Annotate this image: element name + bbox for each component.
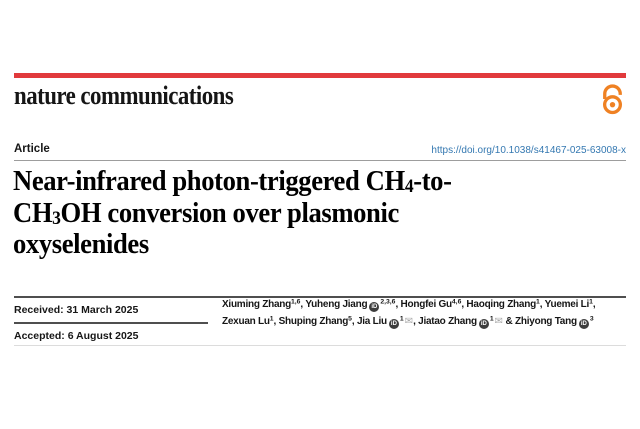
author-separator: , — [592, 299, 596, 310]
author-separator: , — [300, 299, 306, 310]
author-name: Shuping Zhang — [278, 315, 349, 327]
subscript: 4 — [404, 176, 414, 197]
orcid-icon[interactable]: iD — [371, 304, 378, 310]
author — [545, 299, 596, 310]
affiliation-superscript: 1 — [269, 315, 274, 322]
email-icon[interactable]: ✉ — [494, 315, 503, 327]
author-list — [222, 299, 634, 332]
header-divider — [14, 160, 626, 161]
author — [515, 316, 594, 327]
author-name: Jiatao Zhang — [418, 315, 477, 327]
title-line-1: Near-infrared photon-triggered $CH_4-to-$ — [13, 166, 452, 197]
affiliation-superscript: 2,3,6 — [380, 298, 396, 306]
journal-logo: nature communications — [14, 81, 234, 110]
author-name: Yuemei Li — [544, 299, 590, 310]
author-separator: , — [351, 315, 357, 327]
author — [357, 316, 418, 327]
subscript: 3 — [52, 207, 61, 228]
author — [466, 299, 544, 310]
brand-rule — [14, 73, 626, 78]
accepted-date — [14, 330, 139, 342]
author-separator: , — [413, 315, 419, 327]
accepted-label: Accepted: — [14, 330, 65, 342]
orcid-icon[interactable]: iD — [390, 320, 397, 327]
affiliation-superscript: 3 — [589, 315, 594, 322]
author — [222, 316, 279, 327]
open-access-icon — [599, 84, 626, 115]
author — [418, 316, 515, 327]
received-label: Received: — [14, 304, 64, 316]
author-separator: , — [395, 299, 401, 310]
author-separator: & — [503, 315, 516, 327]
title-line-3: oxyselenides — [13, 229, 149, 260]
history-mid-divider — [14, 322, 208, 324]
orcid-icon[interactable]: iD — [480, 320, 487, 327]
article-title — [13, 166, 452, 261]
section-divider — [14, 345, 626, 346]
author-name: Xiuming Zhang — [222, 299, 291, 310]
affiliation-superscript: 1 — [535, 298, 540, 306]
author — [222, 299, 305, 310]
received-date — [14, 304, 138, 316]
author — [279, 316, 357, 327]
author-name: Hongfei Gu — [400, 299, 452, 310]
article-type-label: Article — [14, 143, 50, 155]
author-name: Yuheng Jiang — [305, 299, 368, 310]
author-separator: , — [273, 315, 279, 327]
email-icon[interactable]: ✉ — [404, 315, 414, 327]
author-line-2 — [222, 316, 634, 333]
doi-link[interactable]: https://doi.org/10.1038/s41467-025-63008-x — [431, 145, 626, 156]
author-name: Zhiyong Tang — [515, 315, 577, 327]
author-name: Zexuan Lu — [222, 315, 270, 327]
author — [305, 299, 400, 310]
affiliation-superscript: 4,6 — [451, 298, 462, 306]
author-line-1 — [222, 299, 634, 316]
history-top-divider — [14, 296, 626, 298]
accepted-value: 6 August 2025 — [67, 330, 139, 342]
author-separator: , — [539, 299, 545, 310]
affiliation-superscript: 1 — [589, 298, 593, 306]
author — [401, 299, 467, 310]
author-separator: , — [461, 299, 467, 310]
author-name: Haoqing Zhang — [466, 299, 536, 310]
affiliation-superscript: 5 — [348, 315, 352, 322]
affiliation-superscript: 1,6 — [290, 298, 301, 306]
affiliation-superscript: 1 — [399, 315, 404, 322]
affiliation-superscript: 1 — [489, 315, 494, 322]
orcid-icon[interactable]: iD — [580, 320, 587, 327]
received-value: 31 March 2025 — [66, 304, 139, 316]
author-name: Jia Liu — [356, 315, 387, 327]
title-line-2: $CH_3OH$ conversion over plasmonic — [13, 197, 399, 229]
